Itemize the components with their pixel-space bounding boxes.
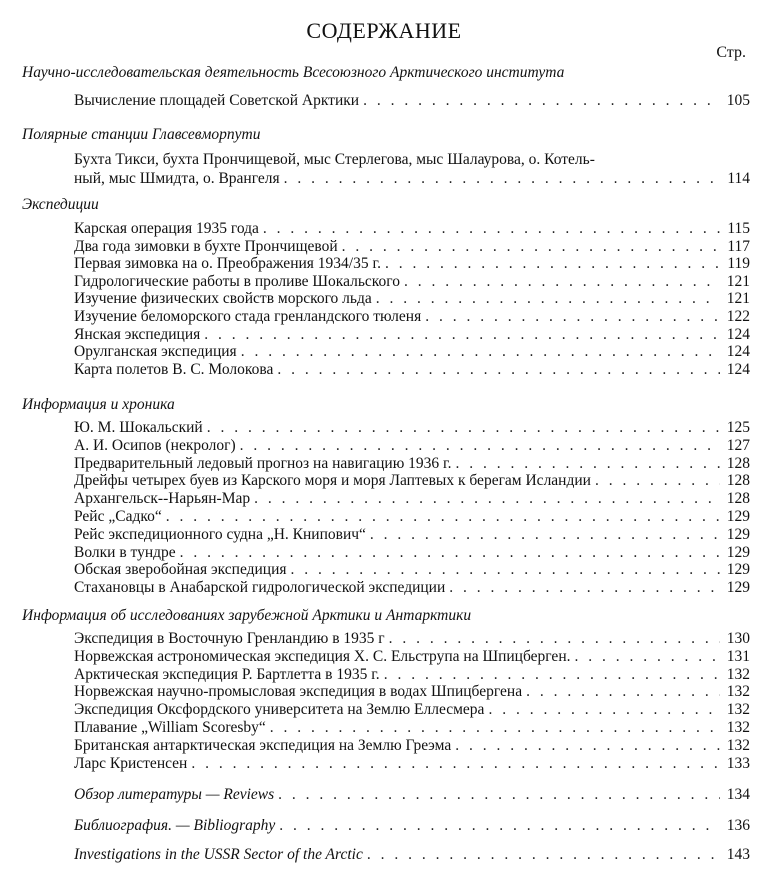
section-heading: Информация и хроника	[22, 396, 175, 413]
entry-title: Обзор литературы — Reviews	[74, 786, 275, 803]
entry-title: Два года зимовки в бухте Прончищевой	[74, 237, 338, 255]
leader-dots	[254, 490, 720, 508]
entry-page: 129	[726, 579, 750, 597]
entry-page: 133	[726, 754, 750, 772]
leader-dots	[595, 472, 720, 490]
entry-page: 105	[726, 92, 750, 109]
section-heading: Полярные станции Главсевморпути	[22, 126, 261, 143]
leader-dots	[425, 308, 720, 326]
leader-dots	[277, 361, 720, 379]
entry-page: 132	[726, 683, 750, 701]
entry-title: Investigations in the USSR Sector of the Arctic	[74, 846, 363, 863]
entry-title: Обская зверобойная экспедиция	[74, 561, 287, 579]
leader-dots	[279, 817, 720, 835]
entry-title: Архангельск--Нарьян-Мар	[74, 490, 251, 508]
entry-title: Гидрологические работы в проливе Шокальского	[74, 272, 401, 290]
entry-title: Янская экспедиция	[74, 325, 201, 343]
entry-title: Арктическая экспедиция Р. Бартлетта в 1935 г.	[74, 665, 380, 683]
leader-dots	[270, 719, 720, 737]
entry-page: 115	[727, 220, 750, 237]
entry-title: Плавание „William Scoresby“	[74, 719, 266, 736]
entry-title: Ларс Кристенсен	[74, 754, 188, 772]
entry-page: 134	[726, 786, 750, 803]
leader-dots	[370, 526, 720, 544]
leader-dots	[284, 169, 720, 188]
entry-page: 121	[726, 290, 750, 308]
leader-dots	[166, 508, 720, 526]
toc-entry[interactable]	[74, 92, 750, 110]
toc-entry[interactable]	[74, 308, 750, 326]
toc-entry[interactable]	[74, 273, 750, 291]
toc-entry[interactable]	[74, 472, 750, 490]
entry-page: 121	[726, 272, 750, 290]
entry-title: Волки в тундре	[74, 543, 176, 561]
section-heading: Информация об исследованиях зарубежной Арктики и Антарктики	[22, 607, 472, 624]
toc-entry[interactable]	[74, 290, 750, 308]
leader-dots	[240, 437, 720, 455]
entry-title: Изучение физических свойств морского льда	[74, 290, 372, 308]
entry-title: Рейс „Садко“	[74, 508, 162, 525]
entry-page: 125	[726, 419, 750, 436]
leader-dots	[263, 220, 720, 238]
entry-page: 122	[726, 308, 750, 325]
entry-page: 143	[726, 846, 750, 863]
toc-entry[interactable]	[74, 220, 750, 238]
entry-page: 136	[726, 817, 750, 834]
entry-title: Карта полетов В. С. Молокова	[74, 360, 274, 378]
toc-entry[interactable]	[74, 666, 750, 684]
toc-entry[interactable]	[74, 561, 750, 579]
entry-page: 132	[726, 701, 750, 719]
entry-title: Норвежская научно-промысловая экспедиция в водах Шпицбергена	[74, 683, 523, 701]
toc-entry[interactable]	[74, 719, 750, 737]
toc-entry[interactable]	[74, 786, 750, 804]
entry-title: А. И. Осипов (некролог)	[74, 436, 236, 454]
entry-title: Предварительный ледовый прогноз на навигацию 1936 г.	[74, 454, 452, 472]
toc-entry[interactable]	[74, 238, 750, 256]
entry-title: Орулганская экспедиция	[74, 343, 237, 361]
leader-dots	[241, 343, 720, 361]
entry-page: 128	[726, 454, 750, 472]
entry-page: 124	[726, 360, 750, 378]
entry-page: 129	[726, 508, 750, 525]
section-heading: Экспедиции	[22, 196, 99, 213]
toc-entry[interactable]	[74, 817, 750, 835]
toc-entry[interactable]	[74, 343, 750, 361]
leader-dots	[342, 238, 720, 256]
toc-entry[interactable]	[74, 455, 750, 473]
leader-dots	[367, 846, 720, 864]
toc-entry[interactable]	[74, 755, 750, 773]
entry-title: Норвежская астрономическая экспедиция Х. С. Ельструпа на Шпицберген.	[74, 647, 571, 665]
entry-title: Рейс экспедиционного судна „Н. Книпович“	[74, 525, 366, 543]
entry-title: Первая зимовка на о. Преображения 1934/35 г.	[74, 255, 381, 273]
leader-dots	[455, 737, 720, 755]
entry-title: Библиография. — Bibliography	[74, 817, 276, 834]
entry-page: 131	[726, 647, 750, 665]
toc-entry[interactable]	[74, 437, 750, 455]
toc-entry[interactable]	[74, 648, 750, 666]
entry-page: 129	[726, 525, 750, 543]
leader-dots	[363, 92, 720, 110]
leader-dots	[180, 544, 720, 562]
toc-entry[interactable]	[74, 490, 750, 508]
toc-entry[interactable]	[74, 579, 750, 597]
leader-dots	[204, 326, 720, 344]
toc-entry[interactable]	[74, 630, 750, 648]
toc-entry[interactable]	[74, 255, 750, 273]
toc-entry[interactable]	[74, 544, 750, 562]
toc-entry[interactable]	[74, 683, 750, 701]
entry-title: Карская операция 1935 года	[74, 220, 259, 237]
leader-dots	[456, 455, 720, 473]
entry-page: 132	[726, 736, 750, 754]
entry-page: 130	[726, 630, 750, 647]
entry-page: 129	[726, 543, 750, 561]
entry-title-line1: Бухта Тикси, бухта Прончищевой, мыс Стерлегова, мыс Шалаурова, о. Котель-	[74, 151, 595, 168]
leader-dots	[385, 255, 720, 273]
toc-entry[interactable]	[74, 526, 750, 544]
entry-page: 124	[726, 325, 750, 343]
leader-dots	[574, 648, 720, 666]
entry-page: 132	[726, 719, 750, 736]
toc-entry[interactable]	[74, 361, 750, 379]
entry-title: Изучение беломорского стада гренландского тюленя	[74, 308, 422, 325]
leader-dots	[207, 419, 720, 437]
leader-dots	[291, 561, 720, 579]
entry-title: Британская антарктическая экспедиция на Землю Греэма	[74, 736, 452, 754]
entry-title: Экспедиция в Восточную Гренландию в 1935 г	[74, 630, 385, 647]
entry-page: 119	[727, 255, 750, 273]
entry-title: Стахановцы в Анабарской гидрологической экспедиции	[74, 579, 446, 597]
leader-dots	[389, 630, 720, 648]
leader-dots	[384, 666, 720, 684]
entry-page: 127	[726, 436, 750, 454]
entry-page: 124	[726, 343, 750, 361]
leader-dots	[404, 273, 720, 291]
entry-page: 132	[726, 665, 750, 683]
toc-entry[interactable]	[74, 701, 750, 719]
leader-dots	[278, 786, 720, 804]
toc-entry[interactable]	[74, 846, 750, 864]
leader-dots	[376, 290, 720, 308]
page-title: СОДЕРЖАНИЕ	[306, 18, 462, 43]
entry-title: Экспедиция Оксфордского университета на Землю Еллесмера	[74, 701, 485, 719]
section-heading: Научно-исследовательская деятельность Всесоюзного Арктического института	[22, 64, 565, 81]
entry-page: 117	[727, 237, 750, 255]
toc-entry[interactable]	[74, 737, 750, 755]
leader-dots	[191, 755, 720, 773]
toc-entry[interactable]	[74, 508, 750, 526]
toc-entry[interactable]	[74, 150, 750, 188]
entry-page: 128	[726, 490, 750, 508]
leader-dots	[488, 701, 720, 719]
entry-title-line2: ный, мыс Шмидта, о. Врангеля	[74, 170, 280, 187]
entry-page: 129	[726, 561, 750, 579]
entry-page: 128	[726, 472, 750, 490]
entry-title: Дрейфы четырех буев из Карского моря и моря Лаптевых к берегам Исландии	[74, 472, 591, 490]
toc-entry[interactable]	[74, 326, 750, 344]
toc-entry[interactable]	[74, 419, 750, 437]
page-column-label: Стр.	[716, 44, 746, 61]
leader-dots	[449, 579, 720, 597]
entry-title: Вычисление площадей Советской Арктики	[74, 92, 360, 109]
entry-title: Ю. М. Шокальский	[74, 419, 203, 436]
entry-page: 114	[727, 170, 750, 187]
leader-dots	[526, 683, 720, 701]
